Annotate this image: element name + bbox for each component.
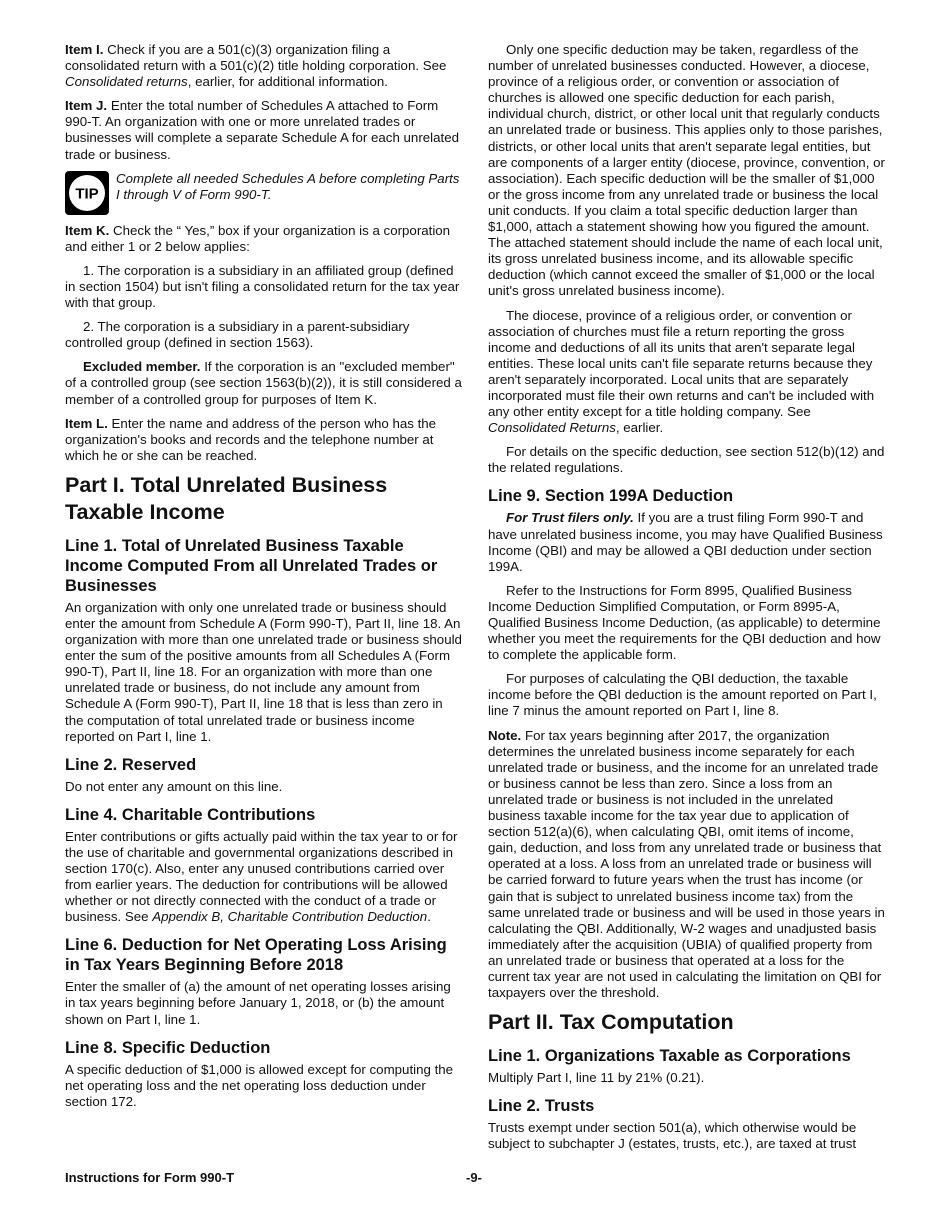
line-6-heading: Line 6. Deduction for Net Operating Loss Arising in Tax Years Beginning Before 2018 — [65, 936, 447, 975]
line-8-text: A specific deduction of $1,000 is allowed except for computing the net operating loss and the net operating loss deduction under section 172. — [65, 1061, 454, 1109]
note-paragraph: Note. For tax years beginning after 2017, the organization determines the unrelated business income separately for each unrelated trade or business, and the income for an unrelated trade or business cannot be less than zero. Since a loss from an unrelated trade or business is not included in the unrelated business taxable income for the tax year due to application of section 512(a)(6), when calculating QBI, omit items of income, gain, deduction, and loss from any unrelated trade or business that operated at a loss. A loss from an unrelated trade or business will be carried forward to future years when the trust has income (or gain that is subject to unrelated business income tax) from the same unrelated trade or business and will be used in those years in calculating the QBI. Additionally, W-2 wages and unadjusted basis immediately after the acquisition (UBIA) of qualified property from an unrelated trade or business that operated at a loss for the current tax year are not used in calculating the limitation on QBI for taxpayers over the threshold. — [488, 727, 885, 1001]
part-2-line-2-text: Trusts exempt under section 501(a), which otherwise would be subject to subchapter J (estates, trusts, etc.), are taxed at trust — [488, 1120, 857, 1152]
footer-form-title: Instructions for Form 990-T — [65, 1170, 235, 1185]
page-number: -9- — [466, 1170, 482, 1185]
form-8995-paragraph: Refer to the Instructions for Form 8995, Qualified Business Income Deduction Simplified Computation, or Form 8995-A, Qualified Business Income Deduction, (as applicable) to determine whether you meet the requirements for the QBI deduction and how to complete the applicable form. — [488, 582, 881, 663]
specific-deduction-paragraph: Only one specific deduction may be taken, regardless of the number of unrelated businesses conducted. However, a diocese, province of a religious order, or convention or association of churches is allowed one specific deduction for each parish, individual church, district, or other local unit that regularly conducts an unrelated trade or business. This applies only to those parishes, districts, or other local units that aren't separate legal entities, but are components of a larger entity (diocese, province, convention, or association). Each specific deduction will be the smaller of $1,000 or the gross income from any unrelated trade or business the local unit conducts. If you claim a total specific deduction larger than $1,000, attach a statement showing how you figured the amount. The attached statement should include the name of each local unit, its gross unrelated business income, and its allowable specific deduction (which cannot exceed the smaller of $1,000 or the local unit's gross unrelated business income). — [488, 42, 885, 299]
left-column — [65, 42, 462, 1118]
item-k-paragraph: Item K. Check the “ Yes,” box if your organization is a corporation and either 1 or 2 below applies: — [65, 222, 451, 254]
line-4-heading: Line 4. Charitable Contributions — [65, 805, 316, 824]
tip-box — [65, 171, 462, 215]
tip-text: Complete all needed Schedules A before completing Parts I through V of Form 990-T. — [116, 170, 460, 202]
line-1-heading: Line 1. Total of Unrelated Business Taxable Income Computed From all Unrelated Trades or Businesses — [65, 536, 438, 595]
diocese-paragraph: The diocese, province of a religious order, or convention or association of churches must file a return reporting the gross income and deductions of all its units that aren't separate legal entities. These local units can't file separate returns because they aren't separately incorporated. Local units that are separately incorporated must file their own returns and can't be included with any other entity except for a title holding company. See Consolidated Returns, earlier. — [488, 307, 875, 436]
item-k-point-2: 2. The corporation is a subsidiary in a parent-subsidiary controlled group (defined in section 1563). — [65, 319, 410, 351]
line-6-text: Enter the smaller of (a) the amount of net operating losses arising in tax years beginning before January 1, 2018, or (b) the amount shown on Part I, line 1. — [65, 979, 451, 1027]
details-paragraph: For details on the specific deduction, see section 512(b)(12) and the related regulations. — [488, 444, 885, 476]
tip-icon-label: TIP — [75, 185, 99, 203]
item-j-paragraph: Item J. Enter the total number of Schedules A attached to Form 990-T. An organization with one or more unrelated trades or businesses will complete a separate Schedule A for each unrelated trade or business. — [65, 98, 459, 162]
trust-filers-paragraph: For Trust filers only. If you are a trust filing Form 990-T and have unrelated business income, you may have Qualified Business Income (QBI) and may be allowed a QBI deduction under section 199A. — [488, 510, 883, 574]
line-4-text: Enter contributions or gifts actually paid within the tax year to or for the use of charitable and governmental organizations described in section 170(c). Also, enter any unused contributions carried over from earlier years. The deduction for contributions will be allowed whether or not directly connected with the conduct of a trade or business. See Appendix B, Charitable Contribution Deduction. — [65, 828, 458, 925]
line-1-text: An organization with only one unrelated trade or business should enter the amount from Schedule A (Form 990-T), Part II, line 18. An organization with more than one unrelated trade or business should enter the sum of the positive amounts from all Schedules A (Form 990-T), Part II, line 18. For an organization with more than one unrelated trade or business, do not include any amount from Schedule A (Form 990-T), Part II, line 18 that is less than zero in the computation of total unrelated trade or business income reported on Part I, line 1. — [65, 599, 462, 744]
line-2-heading: Line 2. Reserved — [65, 755, 197, 774]
line-9-heading: Line 9. Section 199A Deduction — [488, 487, 734, 506]
part-2-heading: Part II. Tax Computation — [488, 1010, 734, 1035]
right-column — [488, 42, 885, 1160]
item-i-paragraph: Item I. Check if you are a 501(c)(3) organization filing a consolidated return with a 501(c)(2) title holding corporation. See Consolidated returns, earlier, for additional information. — [65, 42, 447, 90]
item-k-point-1: 1. The corporation is a subsidiary in an affiliated group (defined in section 1504) but isn't filing a consolidated return for the tax year with that group. — [65, 262, 460, 311]
excluded-member-paragraph: Excluded member. If the corporation is an "excluded member" of a controlled group (see section 1563(b)(2)), it is still considered a member of a controlled group for purposes of Item K. — [65, 359, 462, 407]
item-l-paragraph: Item L. Enter the name and address of the person who has the organization's books and records and the telephone number at which he or she can be reached. — [65, 415, 437, 463]
part-2-line-1-text: Multiply Part I, line 11 by 21% (0.21). — [488, 1070, 705, 1086]
part-2-line-2-heading: Line 2. Trusts — [488, 1097, 595, 1116]
line-8-heading: Line 8. Specific Deduction — [65, 1038, 271, 1057]
part-2-line-1-heading: Line 1. Organizations Taxable as Corporations — [488, 1047, 851, 1066]
tip-icon — [65, 171, 109, 215]
qbi-taxable-income-paragraph: For purposes of calculating the QBI deduction, the taxable income before the QBI deduction is the amount reported on Part I, line 7 minus the amount reported on Part I, line 8. — [488, 671, 877, 719]
line-2-text: Do not enter any amount on this line. — [65, 778, 283, 794]
part-1-heading: Part I. Total Unrelated Business Taxable Income — [65, 472, 388, 524]
